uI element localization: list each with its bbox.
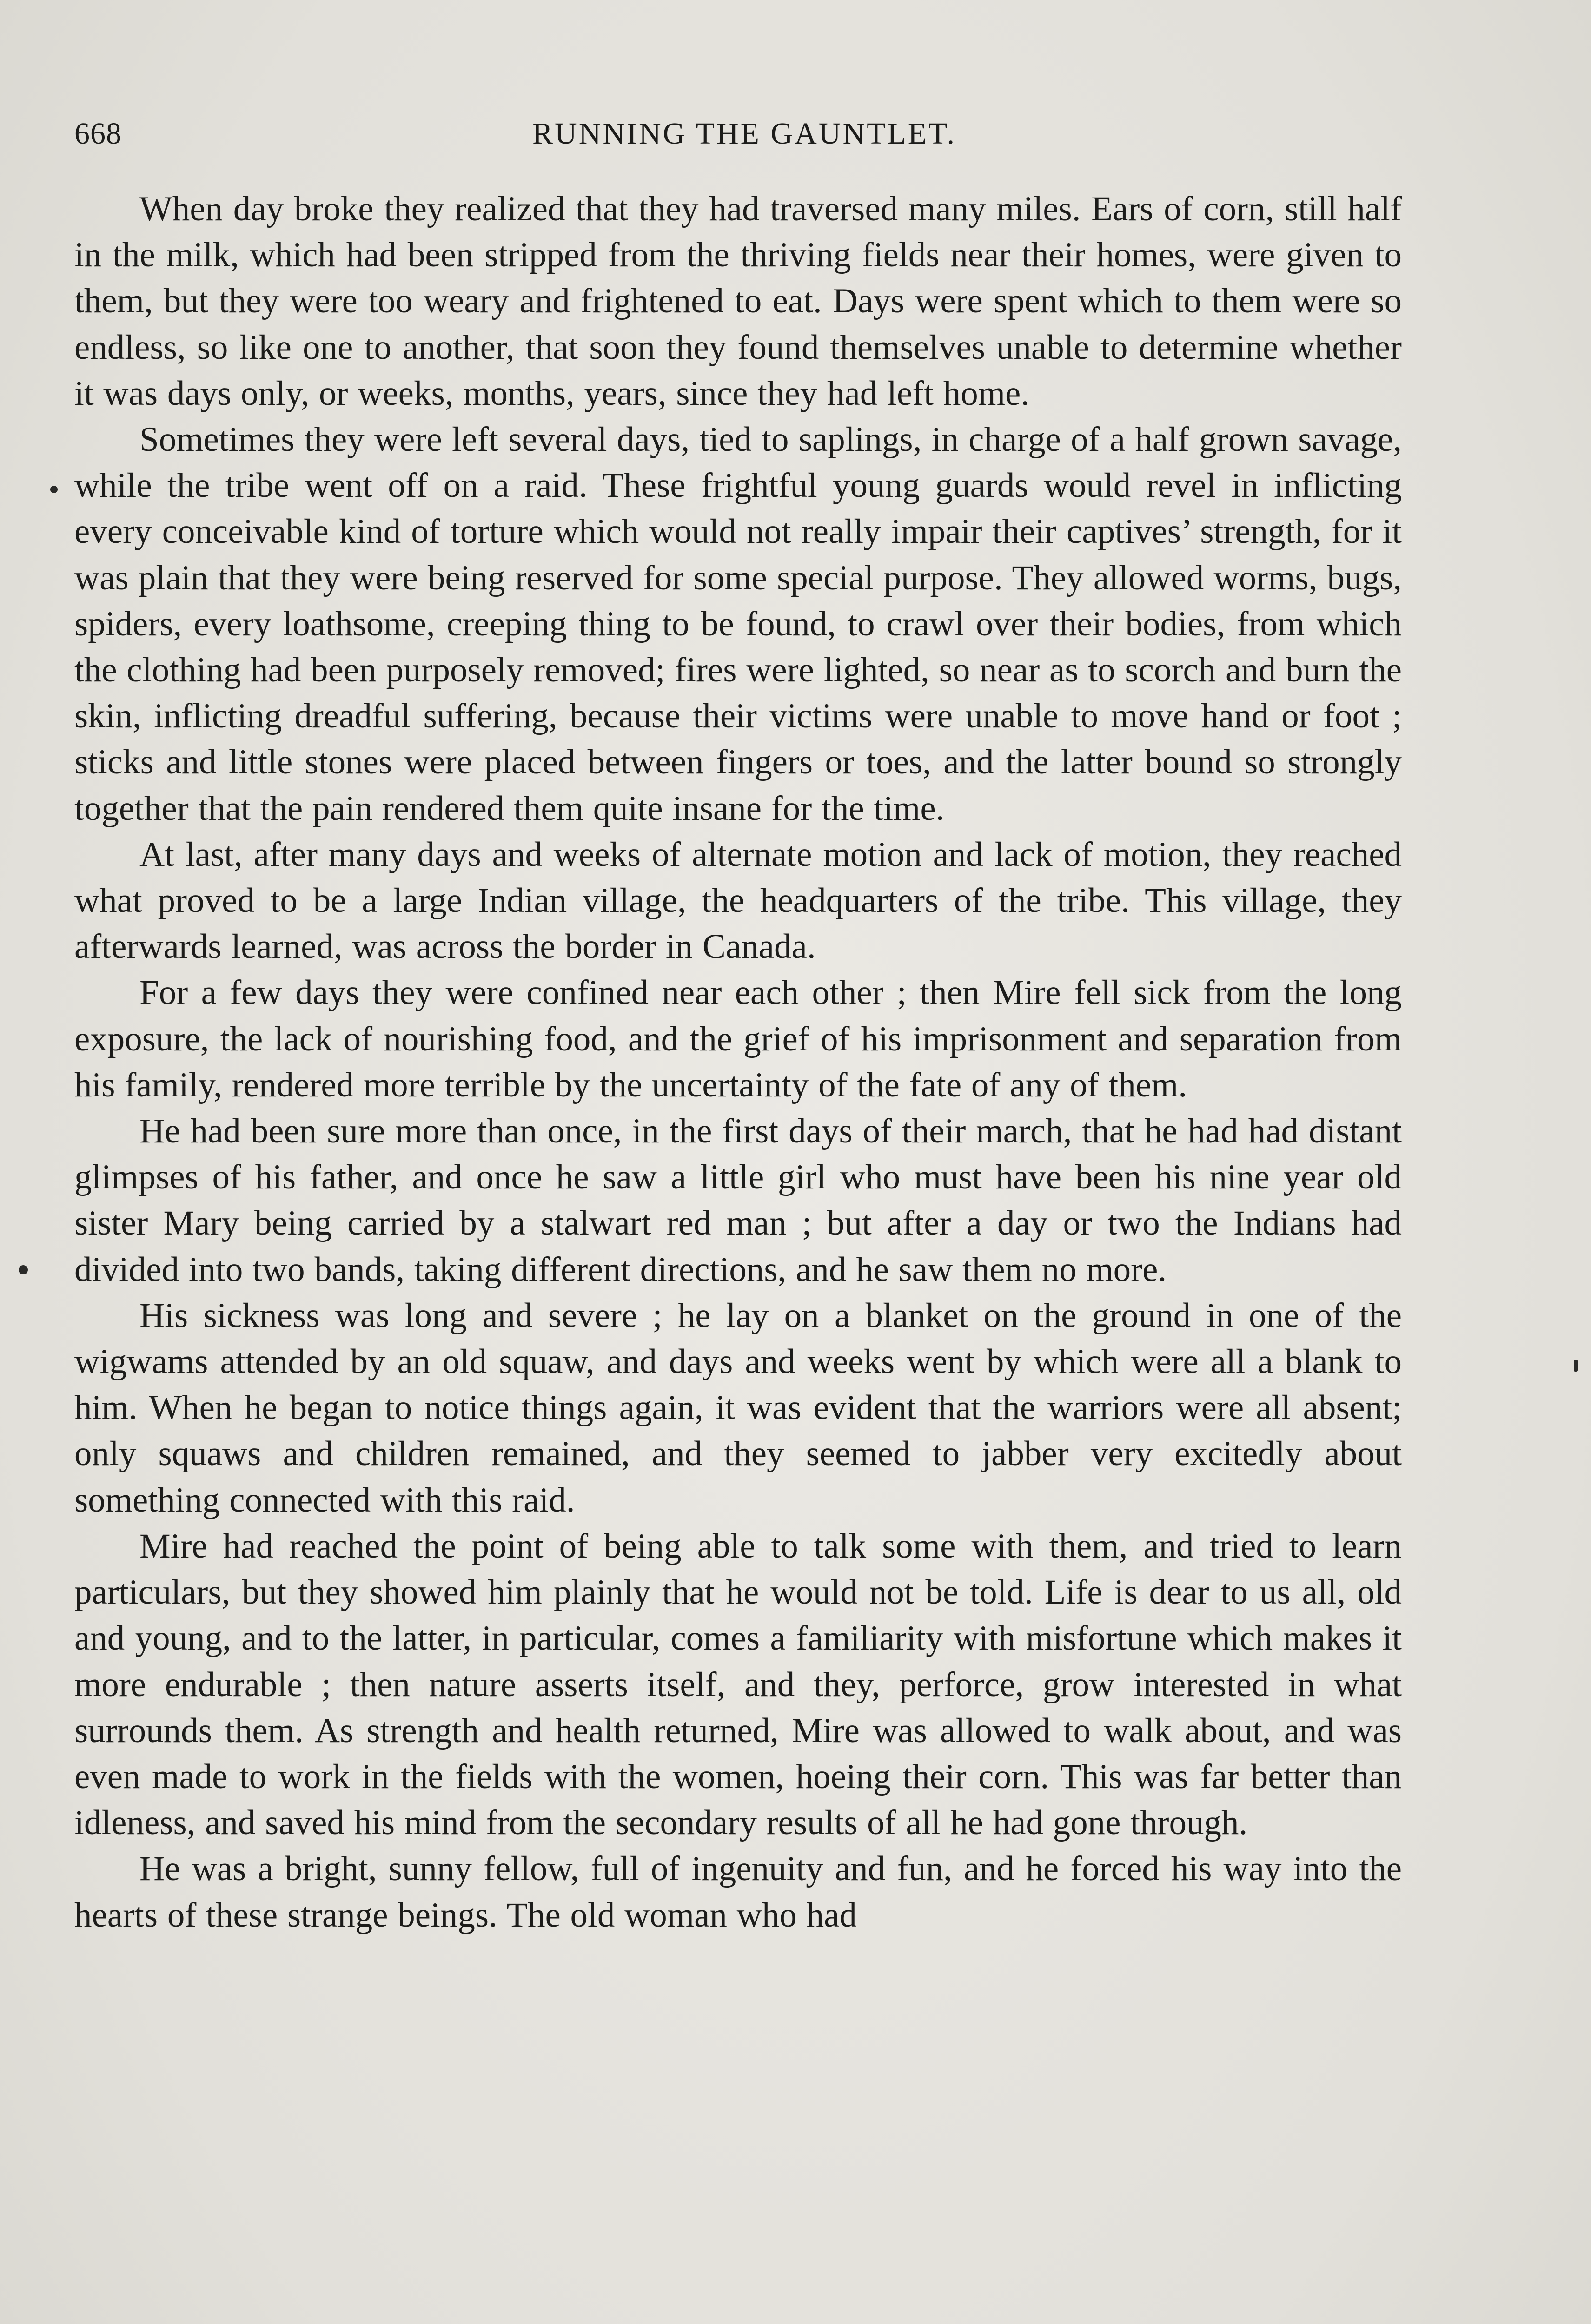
- page-number: 668: [74, 117, 122, 151]
- ink-speck: [19, 1265, 28, 1274]
- ink-speck: [1574, 1360, 1578, 1372]
- paragraph: Mire had reached the point of being able to talk some with them, and tried to learn particulars, but they showed him plainly that he would not be told. Life is dear to us all, old and young, and to the latter, in particular, comes a familiarity with misfortune which makes it more endurable ; then nature asserts itself, and they, perforce, grow interested in what surrounds them. As strength and health returned, Mire was allowed to walk about, and was even made to work in the fields with the women, hoeing their corn. This was far better than idleness, and saved his mind from the secondary results of all he had gone through.: [74, 1526, 1402, 1842]
- paragraph: Sometimes they were left several days, tied to saplings, in charge of a half grown savage, while the tribe went off on a raid. These frightful young guards would revel in inflicting every conceivable kind of torture which would not really impair their captives’ strength, for it was plain that they were being reserved for some special purpose. They allowed worms, bugs, spiders, every loathsome, creeping thing to be found, to crawl over their bodies, from which the clothing had been purposely removed; fires were lighted, so near as to scorch and burn the skin, inflicting dreadful suffering, because their victims were unable to move hand or foot ; sticks and little stones were placed between fingers or toes, and the latter bound so strongly together that the pain rendered them quite insane for the time.: [74, 420, 1402, 828]
- page-header: [74, 116, 1396, 158]
- running-title: RUNNING THE GAUNTLET.: [532, 117, 956, 151]
- paragraph: At last, after many days and weeks of alternate motion and lack of motion, they reached what proved to be a large Indian village, the headquarters of the tribe. This village, they afterwards learned, was across the border in Canada.: [74, 835, 1402, 966]
- paragraph: For a few days they were confined near each other ; then Mire fell sick from the long exposure, the lack of nourishing food, and the grief of his imprisonment and separation from his family, rendered more terrible by the uncertainty of the fate of any of them.: [74, 973, 1402, 1104]
- ink-speck: [50, 486, 58, 493]
- paragraph: When day broke they realized that they had traversed many miles. Ears of corn, still half in the milk, which had been stripped from the thriving fields near their homes, were given to them, but they were too weary and frightened to eat. Days were spent which to them were so endless, so like one to another, that soon they found themselves unable to determine whether it was days only, or weeks, months, years, since they had left home.: [74, 190, 1402, 413]
- body-text: [74, 186, 1402, 1938]
- paragraph: He had been sure more than once, in the first days of their march, that he had had distant glimpses of his father, and once he saw a little girl who must have been his nine year old sister Mary being carried by a stalwart red man ; but after a day or two the Indians had divided into two bands, taking different directions, and he saw them no more.: [74, 1112, 1402, 1289]
- paragraph: He was a bright, sunny fellow, full of ingenuity and fun, and he forced his way into the hearts of these strange beings. The old woman who had: [74, 1849, 1402, 1934]
- paragraph: His sickness was long and severe ; he lay on a blanket on the ground in one of the wigwams attended by an old squaw, and days and weeks went by which were all a blank to him. When he began to notice things again, it was evident that the warriors were all absent; only squaws and children remained, and they seemed to jabber very excitedly about something connected with this raid.: [74, 1296, 1402, 1519]
